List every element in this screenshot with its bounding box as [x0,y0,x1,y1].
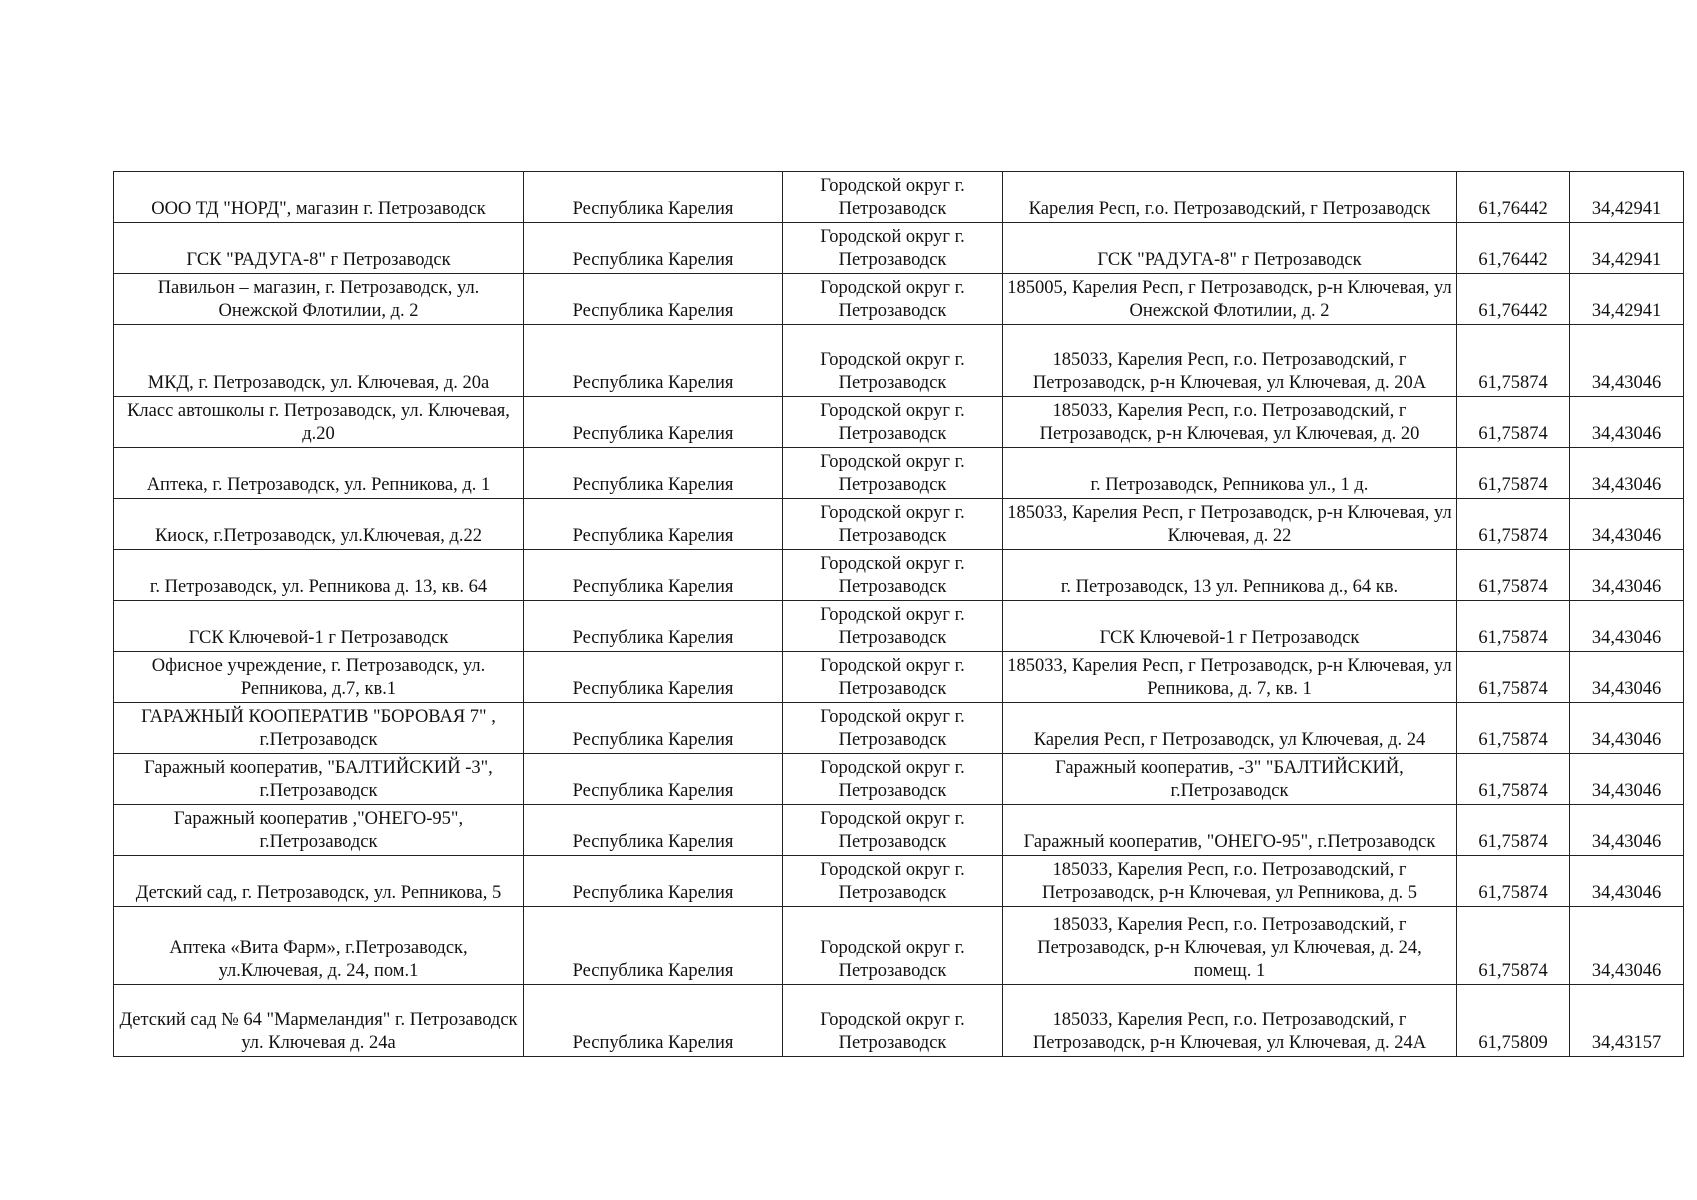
table-row [114,907,1684,985]
district-cell: Городской округ г. Петрозаводск [783,601,1003,652]
longitude-cell: 34,43046 [1570,754,1684,805]
table-row [114,754,1684,805]
district-cell: Городской округ г. Петрозаводск [783,448,1003,499]
object-name-cell: г. Петрозаводск, ул. Репникова д. 13, кв. 64 [114,550,524,601]
table-row [114,703,1684,754]
registry-table [113,171,1684,1057]
table-row [114,601,1684,652]
latitude-cell: 61,76442 [1457,223,1570,274]
district-cell: Городской округ г. Петрозаводск [783,754,1003,805]
address-cell: 185033, Карелия Респ, г.о. Петрозаводский, г Петрозаводск, р-н Ключевая, ул Ключевая, д. 20 [1003,397,1457,448]
longitude-cell: 34,43046 [1570,601,1684,652]
address-cell: 185033, Карелия Респ, г.о. Петрозаводский, г Петрозаводск, р-н Ключевая, ул Ключевая, д. 24, помещ. 1 [1003,907,1457,985]
address-cell: Гаражный кооператив, -3" "БАЛТИЙСКИЙ, г.Петрозаводск [1003,754,1457,805]
table-row [114,856,1684,907]
table-row [114,223,1684,274]
table-row [114,274,1684,325]
object-name-cell: ООО ТД "НОРД", магазин г. Петрозаводск [114,172,524,223]
latitude-cell: 61,75874 [1457,499,1570,550]
table-row [114,172,1684,223]
district-cell: Городской округ г. Петрозаводск [783,274,1003,325]
latitude-cell: 61,75874 [1457,856,1570,907]
latitude-cell: 61,75874 [1457,550,1570,601]
object-name-cell: Офисное учреждение, г. Петрозаводск, ул. Репникова, д.7, кв.1 [114,652,524,703]
address-cell: 185033, Карелия Респ, г Петрозаводск, р-н Ключевая, ул Репникова, д. 7, кв. 1 [1003,652,1457,703]
longitude-cell: 34,43046 [1570,703,1684,754]
longitude-cell: 34,43046 [1570,652,1684,703]
address-cell: Карелия Респ, г Петрозаводск, ул Ключевая, д. 24 [1003,703,1457,754]
region-cell: Республика Карелия [524,652,783,703]
region-cell: Республика Карелия [524,223,783,274]
region-cell: Республика Карелия [524,397,783,448]
longitude-cell: 34,43046 [1570,397,1684,448]
table-row [114,550,1684,601]
object-name-cell: Аптека «Вита Фарм», г.Петрозаводск, ул.Ключевая, д. 24, пом.1 [114,907,524,985]
longitude-cell: 34,43046 [1570,805,1684,856]
longitude-cell: 34,42941 [1570,172,1684,223]
address-cell: ГСК Ключевой-1 г Петрозаводск [1003,601,1457,652]
object-name-cell: Класс автошколы г. Петрозаводск, ул. Ключевая, д.20 [114,397,524,448]
longitude-cell: 34,43046 [1570,856,1684,907]
region-cell: Республика Карелия [524,448,783,499]
region-cell: Республика Карелия [524,550,783,601]
district-cell: Городской округ г. Петрозаводск [783,223,1003,274]
latitude-cell: 61,75874 [1457,652,1570,703]
address-cell: г. Петрозаводск, Репникова ул., 1 д. [1003,448,1457,499]
longitude-cell: 34,42941 [1570,274,1684,325]
table-row [114,985,1684,1057]
district-cell: Городской округ г. Петрозаводск [783,907,1003,985]
address-cell: 185033, Карелия Респ, г.о. Петрозаводский, г Петрозаводск, р-н Ключевая, ул Ключевая, д. 20А [1003,325,1457,397]
table-row [114,448,1684,499]
latitude-cell: 61,76442 [1457,274,1570,325]
district-cell: Городской округ г. Петрозаводск [783,805,1003,856]
district-cell: Городской округ г. Петрозаводск [783,856,1003,907]
latitude-cell: 61,75874 [1457,325,1570,397]
latitude-cell: 61,75874 [1457,703,1570,754]
region-cell: Республика Карелия [524,274,783,325]
region-cell: Республика Карелия [524,172,783,223]
region-cell: Республика Карелия [524,856,783,907]
address-cell: г. Петрозаводск, 13 ул. Репникова д., 64 кв. [1003,550,1457,601]
district-cell: Городской округ г. Петрозаводск [783,652,1003,703]
district-cell: Городской округ г. Петрозаводск [783,499,1003,550]
table-row [114,325,1684,397]
region-cell: Республика Карелия [524,805,783,856]
latitude-cell: 61,75874 [1457,448,1570,499]
district-cell: Городской округ г. Петрозаводск [783,172,1003,223]
object-name-cell: Аптека, г. Петрозаводск, ул. Репникова, д. 1 [114,448,524,499]
region-cell: Республика Карелия [524,325,783,397]
object-name-cell: Детский сад, г. Петрозаводск, ул. Репникова, 5 [114,856,524,907]
district-cell: Городской округ г. Петрозаводск [783,397,1003,448]
table-row [114,499,1684,550]
longitude-cell: 34,43046 [1570,448,1684,499]
table-row [114,397,1684,448]
region-cell: Республика Карелия [524,499,783,550]
latitude-cell: 61,75874 [1457,397,1570,448]
latitude-cell: 61,75809 [1457,985,1570,1057]
latitude-cell: 61,75874 [1457,805,1570,856]
address-cell: Гаражный кооператив, "ОНЕГО-95", г.Петрозаводск [1003,805,1457,856]
object-name-cell: Гаражный кооператив, "БАЛТИЙСКИЙ -3", г.Петрозаводск [114,754,524,805]
latitude-cell: 61,75874 [1457,754,1570,805]
district-cell: Городской округ г. Петрозаводск [783,703,1003,754]
address-cell: 185033, Карелия Респ, г.о. Петрозаводский, г Петрозаводск, р-н Ключевая, ул Ключевая, д. 24А [1003,985,1457,1057]
object-name-cell: Гаражный кооператив ,"ОНЕГО-95", г.Петрозаводск [114,805,524,856]
region-cell: Республика Карелия [524,985,783,1057]
longitude-cell: 34,43046 [1570,550,1684,601]
object-name-cell: Павильон – магазин, г. Петрозаводск, ул. Онежской Флотилии, д. 2 [114,274,524,325]
latitude-cell: 61,76442 [1457,172,1570,223]
longitude-cell: 34,42941 [1570,223,1684,274]
region-cell: Республика Карелия [524,754,783,805]
longitude-cell: 34,43046 [1570,907,1684,985]
district-cell: Городской округ г. Петрозаводск [783,325,1003,397]
latitude-cell: 61,75874 [1457,907,1570,985]
table-row [114,805,1684,856]
longitude-cell: 34,43046 [1570,499,1684,550]
address-cell: 185033, Карелия Респ, г Петрозаводск, р-н Ключевая, ул Ключевая, д. 22 [1003,499,1457,550]
latitude-cell: 61,75874 [1457,601,1570,652]
object-name-cell: Детский сад № 64 "Мармеландия" г. Петрозаводск ул. Ключевая д. 24а [114,985,524,1057]
longitude-cell: 34,43157 [1570,985,1684,1057]
object-name-cell: ГСК Ключевой-1 г Петрозаводск [114,601,524,652]
address-cell: ГСК "РАДУГА-8" г Петрозаводск [1003,223,1457,274]
region-cell: Республика Карелия [524,907,783,985]
address-cell: Карелия Респ, г.о. Петрозаводский, г Петрозаводск [1003,172,1457,223]
table-row [114,652,1684,703]
region-cell: Республика Карелия [524,703,783,754]
object-name-cell: ГАРАЖНЫЙ КООПЕРАТИВ "БОРОВАЯ 7" , г.Петрозаводск [114,703,524,754]
object-name-cell: МКД, г. Петрозаводск, ул. Ключевая, д. 20а [114,325,524,397]
object-name-cell: ГСК "РАДУГА-8" г Петрозаводск [114,223,524,274]
region-cell: Республика Карелия [524,601,783,652]
address-cell: 185033, Карелия Респ, г.о. Петрозаводский, г Петрозаводск, р-н Ключевая, ул Репникова, д. 5 [1003,856,1457,907]
object-name-cell: Киоск, г.Петрозаводск, ул.Ключевая, д.22 [114,499,524,550]
registry-table-body [114,172,1684,1057]
address-cell: 185005, Карелия Респ, г Петрозаводск, р-н Ключевая, ул Онежской Флотилии, д. 2 [1003,274,1457,325]
longitude-cell: 34,43046 [1570,325,1684,397]
district-cell: Городской округ г. Петрозаводск [783,985,1003,1057]
district-cell: Городской округ г. Петрозаводск [783,550,1003,601]
